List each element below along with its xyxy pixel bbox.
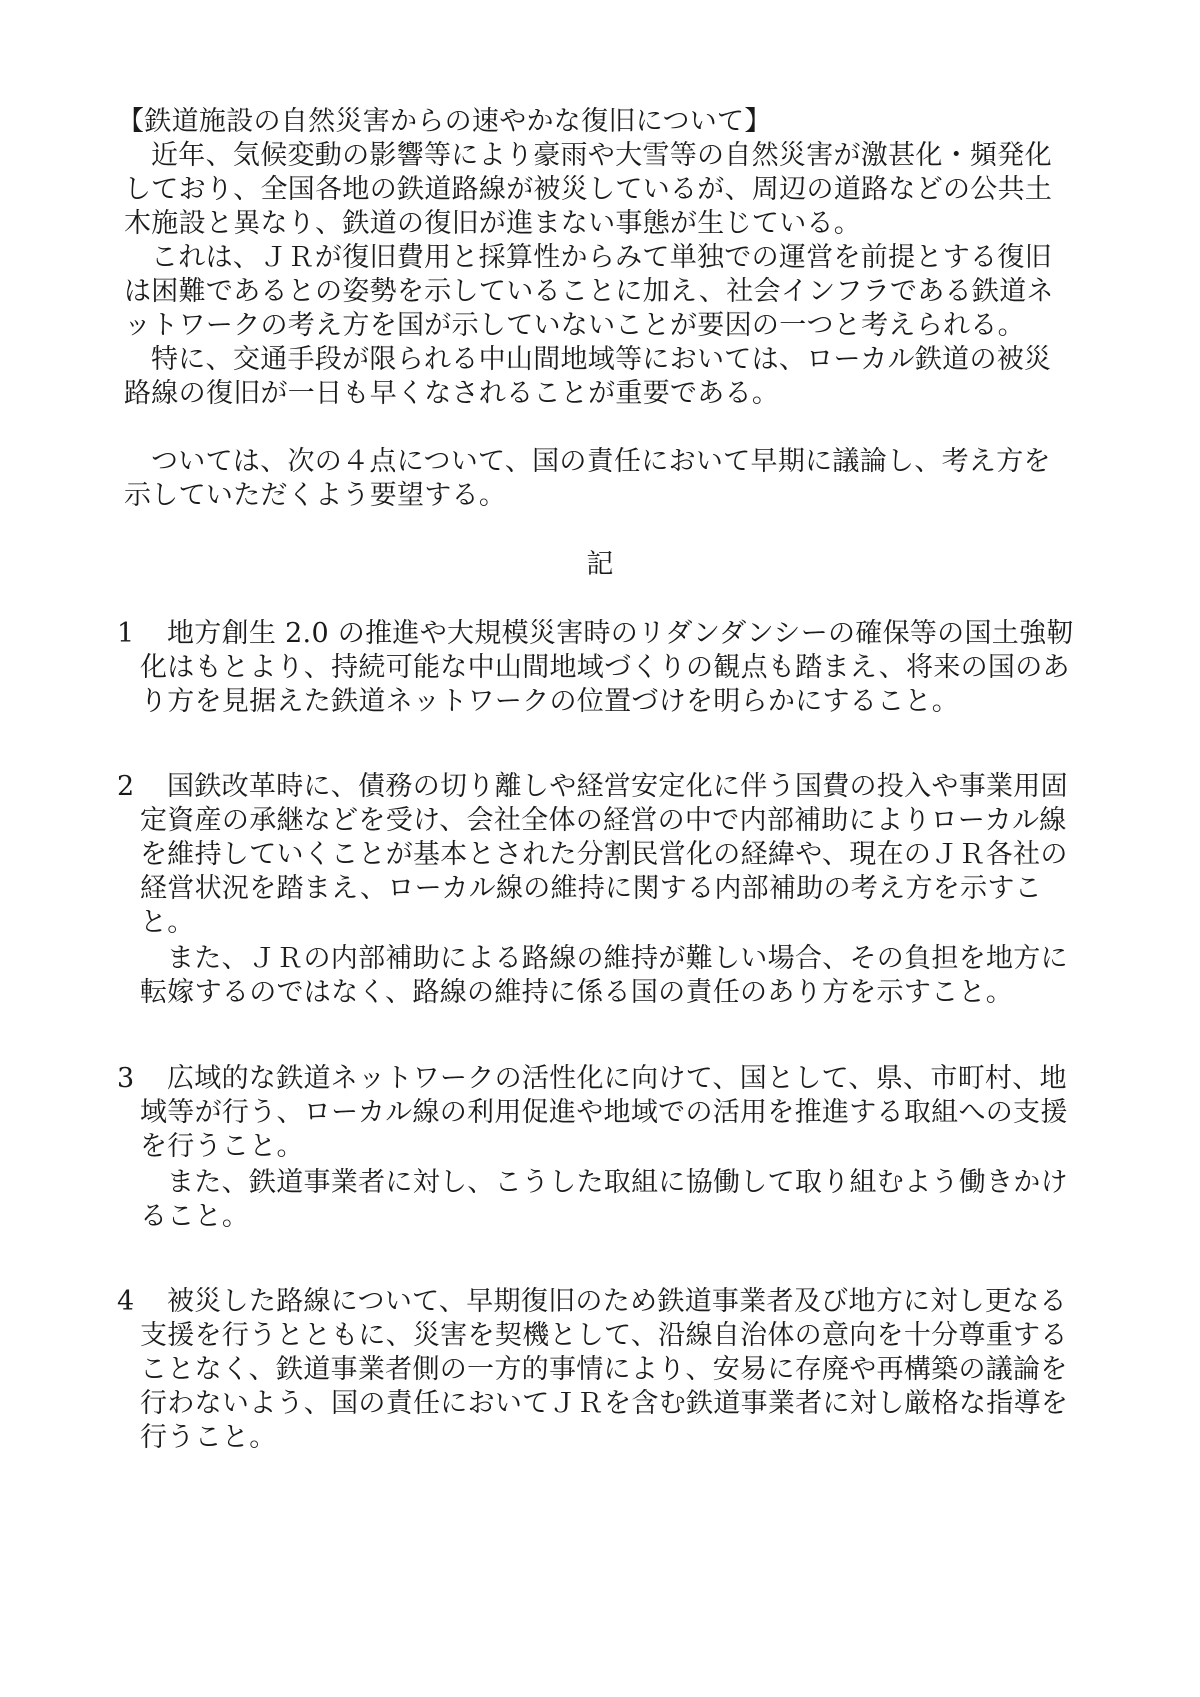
- item-4-number: 4: [117, 1286, 135, 1317]
- intro-p2-line1: これは、ＪＲが復旧費用と採算性からみて単独での運営を前提とする復旧: [151, 242, 1052, 273]
- item-4-line5: 行うこと。: [140, 1422, 277, 1453]
- intro-p2-line2: は困難であるとの姿勢を示していることに加え、社会インフラである鉄道ネ: [124, 276, 1054, 307]
- item-2-line6: また、ＪＲの内部補助による路線の維持が難しい場合、その負担を地方に: [167, 943, 1068, 974]
- item-3-line5: ること。: [140, 1201, 250, 1232]
- item-3-line2: 域等が行う、ローカル線の利用促進や地域での活用を推進する取組への支援: [140, 1097, 1068, 1128]
- intro-p2-line3: ットワークの考え方を国が示していないことが要因の一つと考えられる。: [124, 310, 1025, 341]
- item-2-line5: と。: [140, 907, 195, 938]
- item-2-number: 2: [117, 771, 135, 802]
- intro-p3-line1: 特に、交通手段が限られる中山間地域等においては、ローカル鉄道の被災: [151, 344, 1052, 375]
- intro-p1-line3: 木施設と異なり、鉄道の復旧が進まない事態が生じている。: [124, 208, 862, 239]
- item-3-number: 3: [117, 1063, 135, 1094]
- item-2-line3: を維持していくことが基本とされた分割民営化の経緯や、現在のＪＲ各社の: [140, 839, 1068, 870]
- intro-p1-line2: しており、全国各地の鉄道路線が被災しているが、周辺の道路などの公共土: [124, 174, 1053, 205]
- item-1-line1: 地方創生 2.0 の推進や大規模災害時のリダンダンシーの確保等の国土強靭: [167, 618, 1074, 649]
- item-2-line4: 経営状況を踏まえ、ローカル線の維持に関する内部補助の考え方を示すこ: [140, 873, 1042, 904]
- item-4-line2: 支援を行うとともに、災害を契機として、沿線自治体の意向を十分尊重する: [140, 1320, 1068, 1351]
- intro-p4-line1: ついては、次の４点について、国の責任において早期に議論し、考え方を: [151, 446, 1051, 477]
- item-4-line4: 行わないよう、国の責任においてＪＲを含む鉄道事業者に対し厳格な指導を: [140, 1388, 1069, 1419]
- intro-p1-line1: 近年、気候変動の影響等により豪雨や大雪等の自然災害が激甚化・頻発化: [151, 140, 1052, 171]
- item-1-line2: 化はもとより、持続可能な中山間地域づくりの観点も踏まえ、将来の国のあ: [140, 652, 1070, 683]
- item-4-line3: ことなく、鉄道事業者側の一方的事情により、安易に存廃や再構築の議論を: [140, 1354, 1068, 1385]
- item-2-line7: 転嫁するのではなく、路線の維持に係る国の責任のあり方を示すこと。: [140, 977, 1014, 1008]
- item-3-line3: を行うこと。: [140, 1131, 304, 1162]
- intro-p3-line2: 路線の復旧が一日も早くなされることが重要である。: [124, 378, 780, 409]
- intro-p4-line2: 示していただくよう要望する。: [124, 480, 507, 511]
- item-1-number: 1: [117, 618, 135, 649]
- item-3-line4: また、鉄道事業者に対し、こうした取組に協働して取り組むよう働きかけ: [167, 1167, 1068, 1198]
- item-4-line1: 被災した路線について、早期復旧のため鉄道事業者及び地方に対し更なる: [167, 1286, 1067, 1317]
- document-title: 【鉄道施設の自然災害からの速やかな復旧について】: [117, 106, 772, 137]
- item-3-line1: 広域的な鉄道ネットワークの活性化に向けて、国として、県、市町村、地: [167, 1063, 1067, 1094]
- item-2-line2: 定資産の承継などを受け、会社全体の経営の中で内部補助によりローカル線: [140, 805, 1067, 836]
- item-1-line3: り方を見据えた鉄道ネットワークの位置づけを明らかにすること。: [140, 686, 959, 717]
- ki-heading: 記: [586, 549, 614, 580]
- item-2-line1: 国鉄改革時に、債務の切り離しや経営安定化に伴う国費の投入や事業用固: [167, 771, 1068, 802]
